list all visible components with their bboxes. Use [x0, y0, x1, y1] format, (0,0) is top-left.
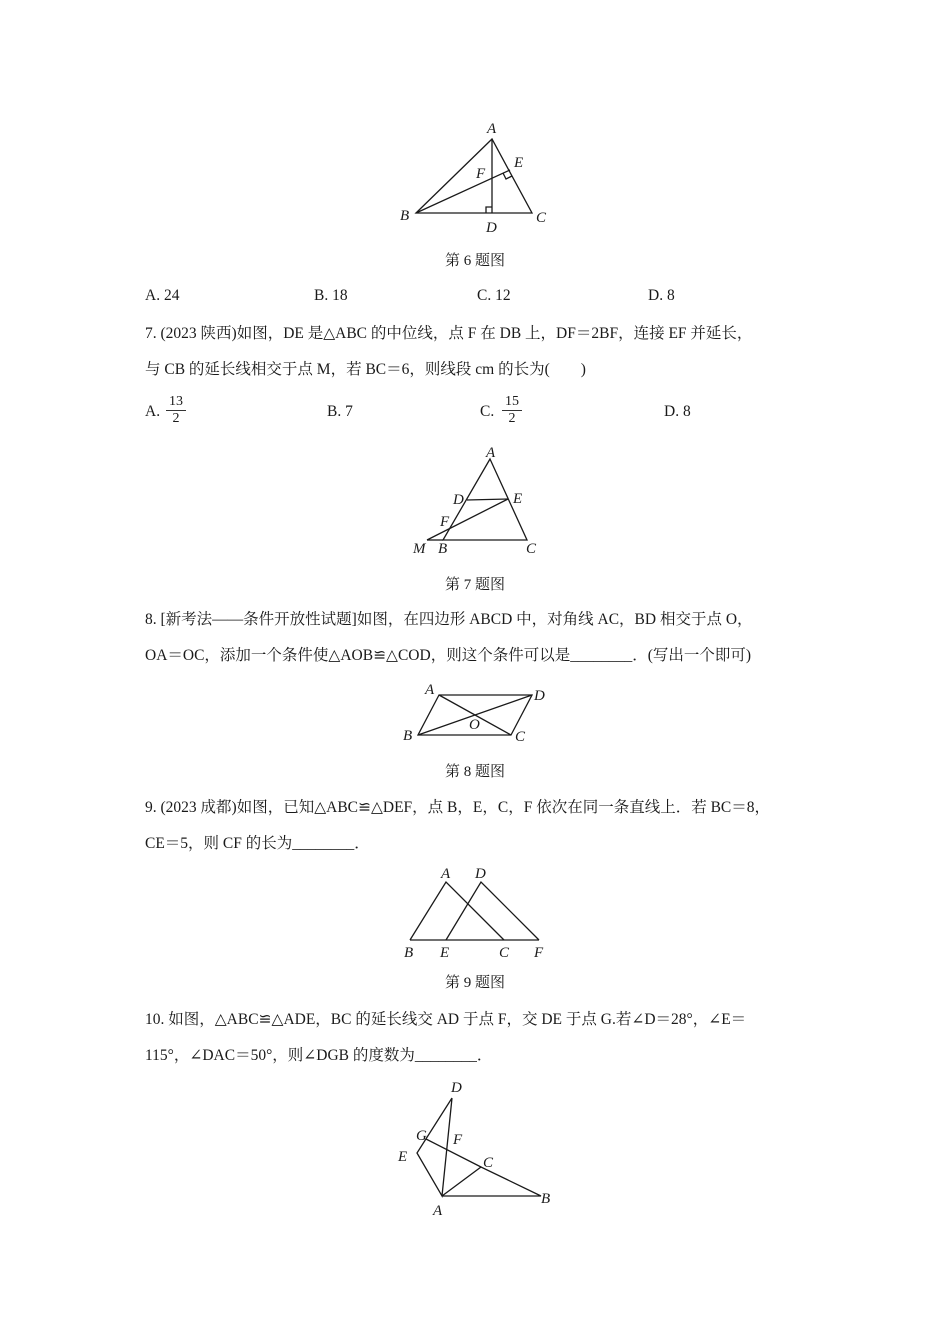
label-d: D: [451, 1080, 462, 1096]
q8-text-line1: 8. [新考法——条件开放性试题]如图，在四边形 ABCD 中，对角线 AC，BD 相交于点 O，: [145, 611, 753, 628]
label-d: D: [453, 492, 464, 508]
label-e: E: [440, 945, 450, 961]
label-d: D: [475, 866, 486, 882]
label-b: B: [438, 541, 448, 557]
label-f: F: [534, 945, 544, 961]
label-d: D: [534, 688, 545, 704]
label-b: B: [403, 728, 413, 744]
q7-text-line1: 7. (2023 陕西)如图，DE 是△ABC 的中位线，点 F 在 DB 上，DF＝2BF，连接 EF 并延长，: [145, 325, 753, 342]
figure-9-caption: 第 9 题图: [444, 975, 505, 991]
q6-option-d[interactable]: D. 8: [648, 287, 675, 304]
label-o: O: [469, 717, 480, 733]
q7-option-a-label: A.: [145, 403, 161, 420]
label-c: C: [515, 729, 526, 745]
label-e: E: [513, 491, 523, 507]
q6-option-b[interactable]: B. 18: [314, 287, 348, 304]
label-a: A: [487, 121, 497, 137]
label-a: A: [433, 1203, 443, 1219]
label-c: C: [483, 1155, 494, 1171]
label-c: C: [499, 945, 510, 961]
label-g: G: [416, 1128, 427, 1144]
figure-6-caption: 第 6 题图: [444, 253, 505, 269]
q9-text-line1: 9. (2023 成都)如图，已知△ABC≌△DEF，点 B，E，C，F 依次在同一条直线上．若 BC＝8，: [145, 799, 770, 816]
q10-text-line2: 115°，∠DAC＝50°，则∠DGB 的度数为________．: [145, 1047, 493, 1064]
label-b: B: [400, 208, 410, 224]
q6-option-a[interactable]: A. 24: [145, 287, 180, 304]
q8-text-line2: OA＝OC，添加一个条件使△AOB≌△COD，则这个条件可以是________．(写出一个即可): [145, 647, 752, 664]
denominator: 2: [508, 411, 516, 426]
denominator: 2: [172, 411, 180, 426]
label-a: A: [425, 682, 435, 698]
q7-text-line2: 与 CB 的延长线相交于点 M，若 BC＝6，则线段 cm 的长为( ): [145, 361, 586, 378]
label-f: F: [476, 166, 486, 182]
label-f: F: [440, 514, 450, 530]
q10-text-line1: 10. 如图，△ABC≌△ADE，BC 的延长线交 AD 于点 F，交 DE 于点 G.若∠D＝28°，∠E＝: [145, 1011, 747, 1028]
triangle-abc: [442, 1167, 541, 1196]
numerator: 13: [166, 394, 186, 411]
triangle-ade: [417, 1098, 452, 1196]
q9-text-line2: CE＝5，则 CF 的长为________．: [145, 835, 370, 852]
label-e: E: [514, 155, 524, 171]
q7-option-c-label: C.: [480, 403, 495, 420]
label-a: A: [441, 866, 451, 882]
label-c: C: [526, 541, 537, 557]
q6-option-c[interactable]: C. 12: [477, 287, 511, 304]
numerator: 15: [502, 394, 522, 411]
figure-8-caption: 第 8 题图: [444, 764, 505, 780]
label-c: C: [536, 210, 547, 226]
label-d: D: [486, 220, 497, 236]
q7-option-d[interactable]: D. 8: [664, 403, 691, 420]
figure-7-caption: 第 7 题图: [444, 577, 505, 593]
label-f: F: [453, 1132, 463, 1148]
q7-option-b[interactable]: B. 7: [327, 403, 353, 420]
label-e: E: [398, 1149, 408, 1165]
label-a: A: [486, 445, 496, 461]
label-b: B: [404, 945, 414, 961]
label-m: M: [413, 541, 426, 557]
label-b: B: [541, 1191, 551, 1207]
